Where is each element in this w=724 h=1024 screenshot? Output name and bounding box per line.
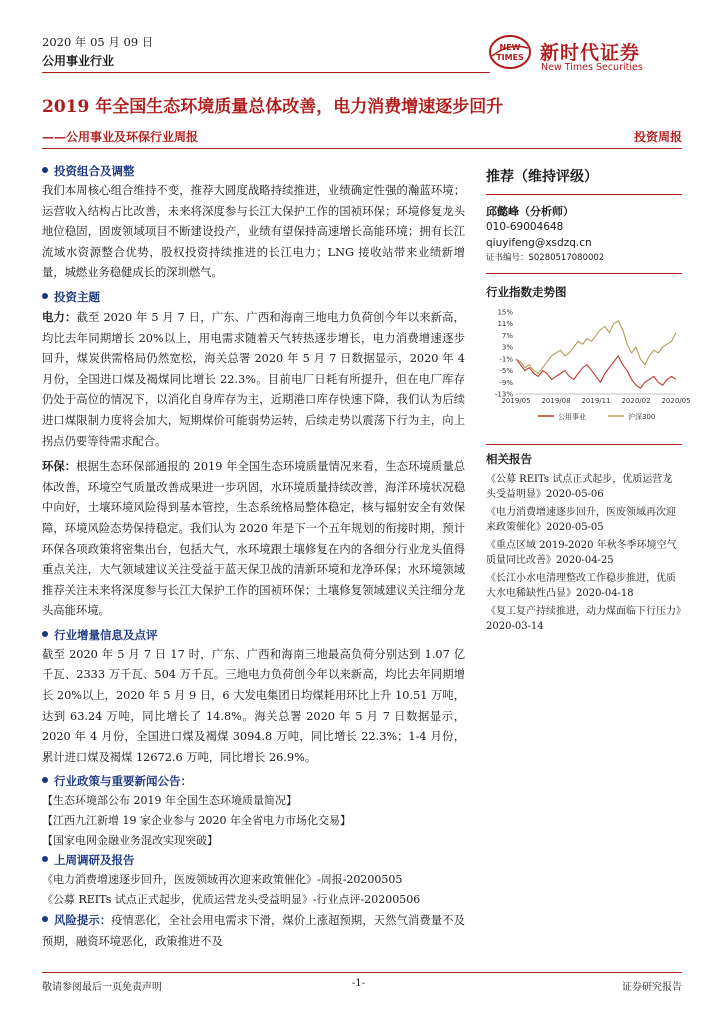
related-report-item[interactable]: 《电力消费增速逐步回升，医废领域再次迎来政策催化》2020-05-05 [486, 507, 676, 533]
y-tick-label: 11% [497, 320, 513, 329]
risk-label: 风险提示： [54, 913, 112, 928]
header-divider [42, 72, 490, 73]
y-tick-label: 3% [501, 343, 513, 352]
section-heading-weekly: 上周调研及报告 [42, 851, 465, 870]
x-tick-label: 2019/05 [501, 397, 531, 405]
report-subtitle: ——公用事业及环保行业周报 [42, 130, 199, 144]
logo-mark-line1: NEW [499, 43, 521, 52]
portfolio-text: 我们本周核心组合维持不变，推荐大圆度战略持续推进，业绩确定性强的瀚蓝环境；运营收入结构占比改善，未来将深度参与长江大保护工作的国祯环保；环境修复龙头地位稳固，固废领域项目不断建设投产，业绩有望保持高速增长高能环境；拥有长江流域水资源整合优势，股权投资持续推进的长江电力；LNG 接收站带来业绩新增量，城燃业务稳健成长的深圳燃气。 [42, 184, 465, 280]
related-report-item[interactable]: 《长江小水电清理整改工作稳步推进，优质大水电稀缺性凸显》2020-04-18 [486, 573, 676, 599]
y-tick-label: -9% [499, 378, 513, 387]
page-number: -1- [352, 978, 366, 989]
bullet-icon [42, 777, 48, 783]
power-paragraph [42, 307, 465, 452]
title-divider [42, 148, 682, 149]
risk-paragraph [42, 910, 465, 952]
logo-mark-icon [488, 34, 532, 70]
related-report-item[interactable]: 《公募 REITs 试点正式起步，优质运营龙头受益明显》2020-05-06 [486, 474, 673, 500]
y-tick-label: -1% [499, 355, 513, 364]
bullet-icon [42, 856, 48, 862]
legend-label: 公用事业 [558, 413, 586, 421]
x-tick-label: 2019/11 [581, 397, 611, 405]
growth-text: 截至 2020 年 5 月 7 日 17 时，广东、广西和海南三地最高负荷分别达到 1.07 亿千瓦、2333 万千瓦、504 万千瓦。三地电力负荷创今年以来新高，均比去年同期增长 20%以上，2020 年 5 月 9 日，6 大发电集团日均煤耗用环比上升 10.51 万吨，达到 63.24 万吨，同比增长了 14.8%。海关总署 2020 年 5 月 7 日数据显示，2020 年 4 月份，全国进口煤及褐煤 3094.8 万吨，同比增长 22.3%；1-4 月份，累计进口煤及褐煤 12672.6 万吨，同比增长 26.9%。 [42, 647, 465, 764]
y-tick-label: -5% [499, 367, 513, 376]
x-tick-label: 2020/02 [621, 397, 651, 405]
logo-name-en: New Times Securities [541, 62, 643, 73]
y-tick-label: 7% [501, 331, 513, 340]
chart-title: 行业指数走势图 [486, 285, 567, 299]
weekly-item: 《电力消费增速逐步回升，医废领域再次迎来政策催化》-周报-20200505 [42, 873, 403, 887]
power-label: 电力： [42, 309, 77, 324]
related-reports-title: 相关报告 [486, 452, 532, 466]
section-heading-policy: 行业政策与重要新闻公告： [42, 772, 465, 791]
risk-text: 疫情恶化，全社会用电需求下滑，煤价上涨超预期，天然气消费量不及预期，融资环境恶化，政策推进不及 [42, 914, 465, 949]
related-report-item[interactable]: 《重点区域 2019-2020 年秋冬季环境空气质量同比改善》2020-04-25 [486, 540, 677, 566]
report-title: 2019 年全国生态环境质量总体改善，电力消费增速逐步回升 [42, 97, 504, 117]
y-tick-label: -13% [494, 390, 513, 399]
report-type: 投资周报 [633, 130, 682, 144]
power-text: 截至 2020 年 5 月 7 日，广东、广西和海南三地电力负荷创今年以来新高，均比去年同期增长 20%以上，用电需求随着天气转热逐步增长，电力消费增速逐步回升，煤炭供需格局仍然宽松，海关总署 2020 年 5 月 7 日数据显示，2020 年 4 月份，全国进口煤及褐煤同比增长 22.3%。目前电厂日耗有所提升，但在电厂库存仍处于高位的情况下，以消化自身库存为主，近期港口库存快速下降，我们认为后续进口煤限制力度将会加大，短期煤价可能弱势运转，后续走势以震荡下行为主，向上拐点仍要等待需求配合。 [42, 310, 465, 448]
env-text: 根据生态环保部通报的 2019 年全国生态环境质量情况来看，生态环境质量总体改善，环境空气质量改善成果进一步巩固，水环境质量持续改善，海洋环境状况稳中向好，土壤环境风险得到基本管控，生态系统格局整体稳定，核与辐射安全有效保障，环境风险态势保持稳定。我们认为 2020 年是下一个五年规划的衔接时期，预计环保各项政策将密集出台，包括大气，水环境跟土壤修复在内的各细分行业龙头值得重点关注，大气领域建议关注受益于蓝天保卫战的清新环境和龙净环保；水环境领域推荐关注未来将深度参与长江大保护工作的国祯环保；土壤修复领域建议关注细分龙头高能环境。 [42, 460, 465, 618]
analyst-name: 邱懿峰（分析师） [486, 205, 574, 218]
env-paragraph [42, 456, 465, 622]
recommendation: 推荐（维持评级） [486, 169, 598, 185]
bullet-icon [42, 293, 48, 299]
logo-mark-line2: TIMES [496, 53, 524, 62]
sidebar-divider [486, 273, 682, 274]
related-report-item[interactable]: 《复工复产持续推进，动力煤面临下行压力》2020-03-14 [486, 606, 681, 632]
policy-item: 【生态环境部公布 2019 年全国生态环境质量简况】 [42, 794, 297, 808]
sidebar [486, 162, 691, 638]
y-tick-label: 15% [497, 308, 513, 317]
bullet-icon [42, 167, 48, 173]
footer-report-label: 证券研究报告 [622, 982, 682, 993]
policy-item: 【江西九江新增 19 家企业参与 2020 年全省电力市场化交易】 [42, 814, 351, 828]
x-tick-label: 2020/05 [661, 397, 691, 405]
weekly-item: 《公募 REITs 试点正式起步，优质运营龙头受益明显》-行业点评-20200506 [42, 893, 421, 907]
footer-disclaimer[interactable]: 敬请参阅最后一页免责声明 [42, 982, 162, 993]
logo-name-cn: 新时代证券 [540, 42, 641, 64]
section-heading-growth: 行业增量信息及点评 [42, 626, 465, 645]
sidebar-divider [486, 194, 682, 195]
company-logo [488, 34, 688, 74]
analyst-phone: 010-69004648 [486, 221, 564, 233]
index-trend-chart [486, 304, 691, 434]
footer-divider [42, 972, 682, 973]
report-sector: 公用事业行业 [42, 54, 115, 68]
env-label: 环保： [42, 459, 77, 474]
series-line-csi300 [516, 321, 676, 374]
bullet-icon [42, 916, 48, 922]
policy-item: 【国家电网金融业务混改实现突破】 [42, 834, 218, 848]
bullet-icon [42, 631, 48, 637]
report-date: 2020 年 05 月 09 日 [42, 35, 154, 49]
analyst-cert: 证书编号：S0280517080002 [486, 253, 605, 263]
section-heading-themes: 投资主题 [42, 288, 465, 307]
main-content [42, 162, 465, 957]
legend-label: 沪深300 [628, 413, 656, 421]
section-heading-portfolio: 投资组合及调整 [42, 162, 465, 181]
analyst-email[interactable]: qiuyifeng@xsdzq.cn [486, 237, 592, 249]
sidebar-divider [486, 444, 682, 445]
x-tick-label: 2019/08 [541, 397, 571, 405]
